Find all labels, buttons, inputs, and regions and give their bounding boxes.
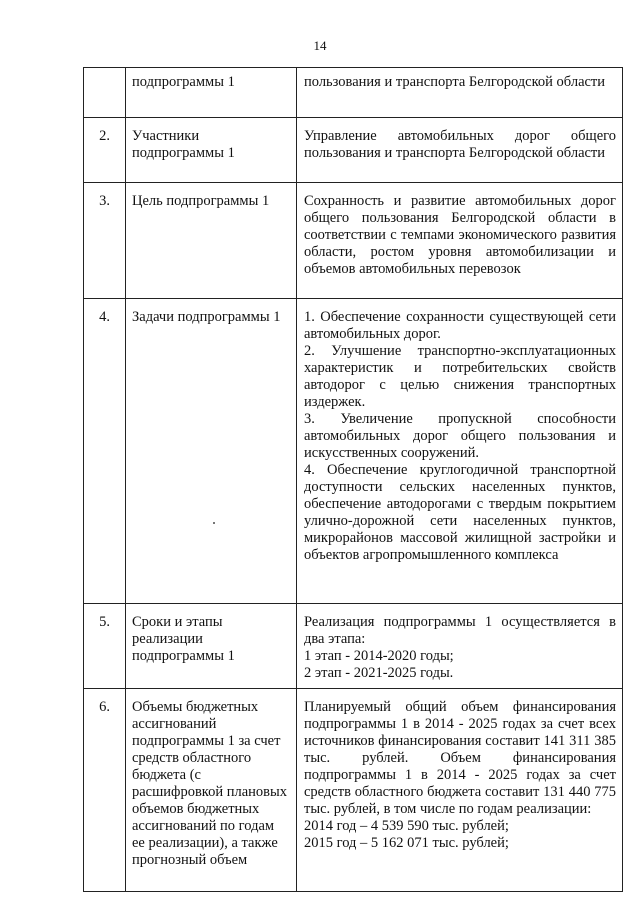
content-paragraph: 1. Обеспечение сохранности существующей сети автомобильных дорог.	[304, 309, 616, 342]
row-number: 6.	[84, 689, 126, 892]
row-number: 2.	[84, 118, 126, 183]
row-label: Объемы бюджетных ассигнований подпрограммы 1 за счет средств областного бюджета (с расшифровкой плановых объемов бюджетных ассигнований по годам ее реализации), а также прогнозный объем	[126, 689, 297, 892]
table-row	[84, 183, 623, 299]
row-label: Участники подпрограммы 1	[126, 118, 297, 183]
table-row	[84, 118, 623, 183]
content-paragraph: 1 этап - 2014-2020 годы;	[304, 648, 454, 664]
table-row	[84, 299, 623, 604]
content-paragraph: 4. Обеспечение круглогодичной транспортной доступности сельских населенных пунктов, обеспечение автодорогами с твердым покрытием улично-дорожной сети населенных пунктов, микрорайонов массовой жилищной застройки и объектов агропромышленного комплекса	[304, 462, 616, 563]
row-number: 3.	[84, 183, 126, 299]
row-label: Сроки и этапы реализации подпрограммы 1	[126, 604, 297, 689]
scan-speck	[213, 522, 215, 524]
content-paragraph: 3. Увеличение пропускной способности автомобильных дорог общего пользования и искусственных сооружений.	[304, 411, 616, 461]
table-row	[84, 604, 623, 689]
page-number: 14	[313, 38, 327, 53]
content-paragraph: 2. Улучшение транспортно-эксплуатационных характеристик и потребительских свойств автодорог с целью снижения транспортных издержек.	[304, 343, 616, 410]
row-label: Задачи подпрограммы 1	[126, 299, 297, 604]
content-paragraph: Управление автомобильных дорог общего пользования и транспорта Белгородской области	[304, 128, 616, 161]
content-paragraph: Реализация подпрограммы 1 осуществляется в два этапа:	[304, 614, 616, 647]
row-content	[297, 689, 623, 892]
content-paragraph: Сохранность и развитие автомобильных дорог общего пользования Белгородской области в соответствии с темпами экономического развития области, ростом уровня автомобилизации и объемов автомобильных перевозок	[304, 193, 616, 277]
row-content	[297, 68, 623, 118]
row-label: Цель подпрограммы 1	[126, 183, 297, 299]
row-content	[297, 604, 623, 689]
content-paragraph: 2015 год – 5 162 071 тыс. рублей;	[304, 835, 509, 851]
content-paragraph: 2 этап - 2021-2025 годы.	[304, 665, 454, 681]
table-row	[84, 68, 623, 118]
row-number: 5.	[84, 604, 126, 689]
content-paragraph: 2014 год – 4 539 590 тыс. рублей;	[304, 818, 509, 834]
content-paragraph: пользования и транспорта Белгородской области	[304, 74, 606, 90]
row-label: подпрограммы 1	[126, 68, 297, 118]
row-content	[297, 299, 623, 604]
row-content	[297, 118, 623, 183]
passport-table	[83, 67, 623, 892]
row-number: 4.	[84, 299, 126, 604]
content-paragraph: Планируемый общий объем финансирования подпрограммы 1 в 2014 - 2025 годах за счет всех источников финансирования составит 141 311 385 тыс. рублей. Объем финансирования подпрограммы 1 в 2014 - 2025 годах за счет средств областного бюджета составит 131 440 775 тыс. рублей, в том числе по годам реализации:	[304, 699, 616, 817]
row-number	[84, 68, 126, 118]
row-content	[297, 183, 623, 299]
table-row	[84, 689, 623, 892]
